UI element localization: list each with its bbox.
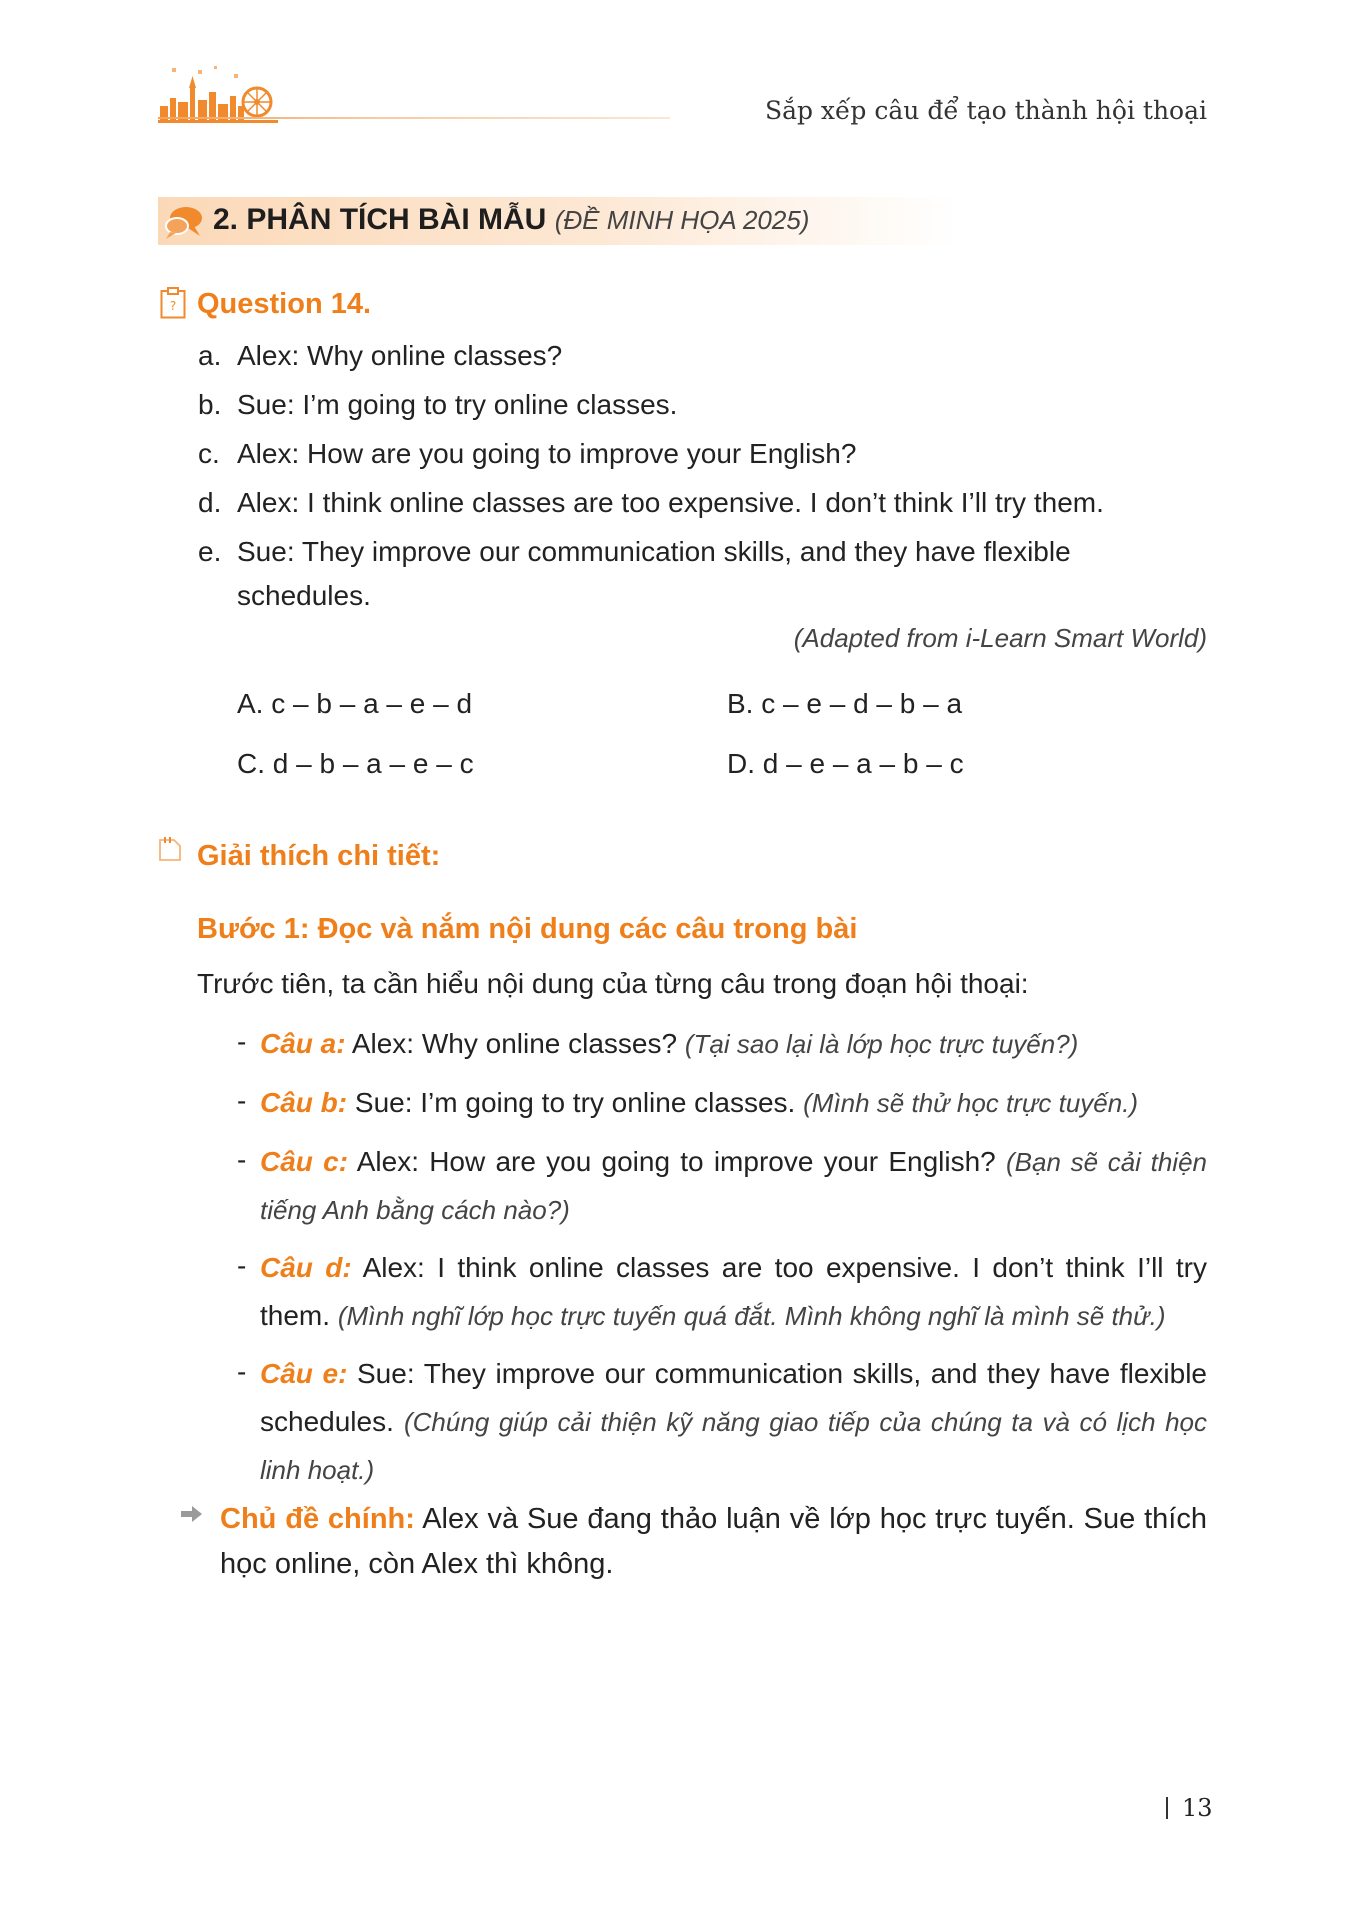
chat-bubbles-icon bbox=[164, 204, 204, 240]
item-tag: Câu a: bbox=[260, 1028, 346, 1059]
dialogue-line-c bbox=[198, 438, 856, 470]
question-source: (Adapted from i-Learn Smart World) bbox=[793, 623, 1207, 653]
line-letter: a. bbox=[198, 340, 222, 371]
line-text: Alex: How are you going to improve your English? bbox=[237, 438, 857, 469]
bullet-dash: - bbox=[237, 1144, 247, 1175]
step-1-title: Bước 1: Đọc và nắm nội dung các câu trong bài bbox=[197, 913, 858, 945]
svg-text:?: ? bbox=[169, 299, 177, 313]
explanation-intro: Trước tiên, ta cần hiểu nội dung của từng câu trong đoạn hội thoại: bbox=[197, 968, 1029, 999]
city-skyline-logo bbox=[158, 62, 278, 124]
bullet-dash: - bbox=[237, 1250, 247, 1281]
item-tag: Câu c: bbox=[260, 1146, 349, 1177]
item-translation: (Mình sẽ thử học trực tuyến.) bbox=[803, 1088, 1139, 1118]
explanation-item-d bbox=[260, 1244, 1207, 1340]
bullet-dash: - bbox=[237, 1085, 247, 1116]
item-text: Sue: I’m going to try online classes. bbox=[354, 1087, 796, 1118]
notepad-icon bbox=[158, 836, 182, 862]
explanation-item-b bbox=[260, 1079, 1207, 1127]
line-text: Sue: I’m going to try online classes. bbox=[237, 389, 678, 420]
option-c: C. d – b – a – e – c bbox=[237, 748, 474, 779]
item-tag: Câu e: bbox=[260, 1358, 348, 1389]
page-number-bar bbox=[1166, 1797, 1168, 1819]
conclusion bbox=[220, 1497, 1207, 1587]
option-a: A. c – b – a – e – d bbox=[237, 688, 473, 719]
dialogue-line-d bbox=[198, 487, 1104, 519]
item-text: Alex: I think online classes are too expensive. I don’t think I’ll try them. bbox=[260, 1252, 1208, 1331]
line-letter: d. bbox=[198, 487, 222, 518]
explanation-item-c bbox=[260, 1138, 1207, 1234]
line-letter: e. bbox=[198, 536, 222, 567]
line-text: Alex: Why online classes? bbox=[237, 340, 563, 371]
conclusion-tag: Chủ đề chính: bbox=[220, 1503, 415, 1535]
running-title: Sắp xếp câu để tạo thành hội thoại bbox=[764, 96, 1207, 125]
conclusion-text: Alex và Sue đang thảo luận về lớp học trực tuyến. Sue thích học online, còn Alex thì không. bbox=[220, 1503, 1207, 1580]
item-tag: Câu d: bbox=[260, 1252, 352, 1283]
item-text: Sue: They improve our communication skills, and they have flexible schedules. bbox=[260, 1358, 1208, 1437]
question-title: Question 14. bbox=[197, 288, 372, 320]
explanation-item-e bbox=[260, 1350, 1207, 1494]
section-title-main: 2. PHÂN TÍCH BÀI MẪU bbox=[213, 203, 547, 236]
item-text: Alex: Why online classes? bbox=[351, 1028, 678, 1059]
item-translation: (Bạn sẽ cải thiện tiếng Anh bằng cách nào?) bbox=[260, 1147, 1208, 1225]
dialogue-line-e bbox=[198, 536, 1071, 568]
bullet-dash: - bbox=[237, 1356, 247, 1387]
section-subtitle: (ĐỀ MINH HỌA 2025) bbox=[554, 205, 810, 235]
bullet-dash: - bbox=[237, 1026, 247, 1057]
explanation-title: Giải thích chi tiết: bbox=[197, 840, 441, 872]
item-translation: (Mình nghĩ lớp học trực tuyến quá đắt. Mình không nghĩ là mình sẽ thử.) bbox=[337, 1301, 1166, 1331]
option-b: B. c – e – d – b – a bbox=[727, 688, 963, 719]
header-rule bbox=[158, 117, 670, 119]
explanation-item-a bbox=[260, 1020, 1207, 1068]
item-translation: (Chúng giúp cải thiện kỹ năng giao tiếp của chúng ta và có lịch học linh hoạt.) bbox=[260, 1407, 1208, 1485]
right-arrow-icon bbox=[181, 1505, 203, 1523]
section-title bbox=[213, 203, 809, 237]
dialogue-line-b bbox=[198, 389, 677, 421]
line-text: Sue: They improve our communication skills, and they have flexible bbox=[237, 536, 1071, 567]
line-letter: b. bbox=[198, 389, 222, 420]
item-translation: (Tại sao lại là lớp học trực tuyến?) bbox=[684, 1029, 1079, 1059]
dialogue-line-a bbox=[198, 340, 562, 372]
item-text: Alex: How are you going to improve your English? bbox=[356, 1146, 996, 1177]
dialogue-line-e-continuation: schedules. bbox=[237, 580, 371, 611]
line-text: Alex: I think online classes are too expensive. I don’t think I’ll try them. bbox=[237, 487, 1104, 518]
page-number: 13 bbox=[1182, 1794, 1213, 1822]
clipboard-question-icon bbox=[160, 287, 186, 319]
line-letter: c. bbox=[198, 438, 220, 469]
item-tag: Câu b: bbox=[260, 1087, 348, 1118]
option-d: D. d – e – a – b – c bbox=[727, 748, 964, 779]
